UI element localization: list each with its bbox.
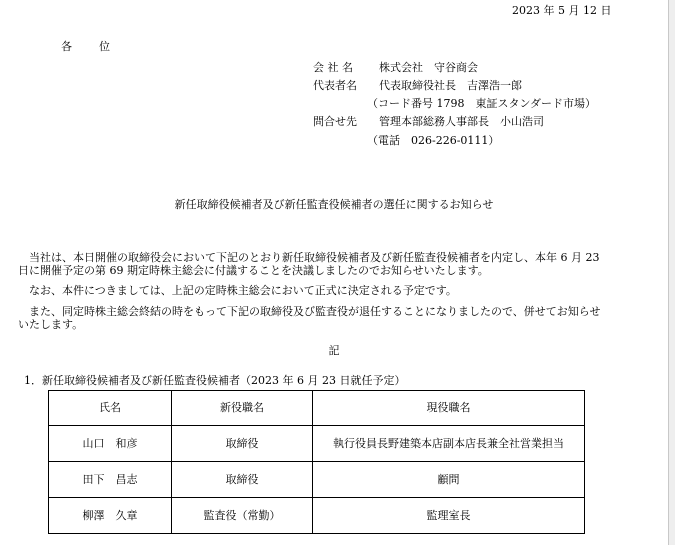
candidates-table: [48, 390, 585, 534]
cell-current-position: 執行役員長野建築本店副本店長兼全社営業担当: [313, 426, 585, 462]
header-current-position: 現役職名: [313, 391, 585, 426]
section-heading: 1．新任取締役候補者及び新任監査役候補者（2023 年 6 月 23 日就任予定）: [24, 374, 406, 387]
document-date: 2023 年 5 月 12 日: [512, 4, 612, 17]
securities-code: （コード番号 1798 東証スタンダード市場）: [367, 97, 597, 110]
cell-name: 柳澤 久章: [49, 498, 172, 534]
cell-current-position: 顧問: [313, 462, 585, 498]
viewer-edge: [668, 0, 675, 545]
table-row: [49, 498, 585, 534]
cell-name: 田下 昌志: [49, 462, 172, 498]
cell-new-position: 取締役: [172, 426, 313, 462]
ki-marker: 記: [328, 344, 340, 357]
company-name: 株式会社 守谷商会: [379, 61, 478, 74]
contact-phone: （電話 026-226-0111）: [367, 134, 500, 147]
cell-current-position: 監理室長: [313, 498, 585, 534]
contact-label: 問合せ先: [313, 115, 357, 128]
representative: 代表取締役社長 吉澤浩一郎: [379, 79, 522, 92]
notice-title: 新任取締役候補者及び新任監査役候補者の選任に関するお知らせ: [174, 198, 494, 211]
paragraph-3: また、同定時株主総会終結の時をもって下記の取締役及び監査役が退任することになりましたので、併せてお知らせいたします。: [18, 304, 601, 331]
cell-new-position: 取締役: [172, 462, 313, 498]
table-row: [49, 462, 585, 498]
company-name-label: 会 社 名: [313, 61, 353, 74]
header-new-position: 新役職名: [172, 391, 313, 426]
contact-person: 管理本部総務人事部長 小山浩司: [379, 115, 544, 128]
addressee: 各 位: [61, 40, 118, 53]
cell-new-position: 監査役（常勤）: [172, 498, 313, 534]
paragraph-2: なお、本件につきましては、上記の定時株主総会において正式に決定される予定です。: [29, 284, 457, 298]
header-name: 氏名: [49, 391, 172, 426]
cell-name: 山口 和彦: [49, 426, 172, 462]
representative-label: 代表者名: [313, 79, 357, 92]
table-header-row: [49, 391, 585, 426]
table-row: [49, 426, 585, 462]
body-text: [18, 251, 610, 338]
paragraph-1: 当社は、本日開催の取締役会において下記のとおり新任取締役候補者及び新任監査役候補者を内定し、本年 6 月 23 日に開催予定の第 69 期定時株主総会に付議することを決議しましたのでお知らせいたします。: [18, 251, 600, 278]
